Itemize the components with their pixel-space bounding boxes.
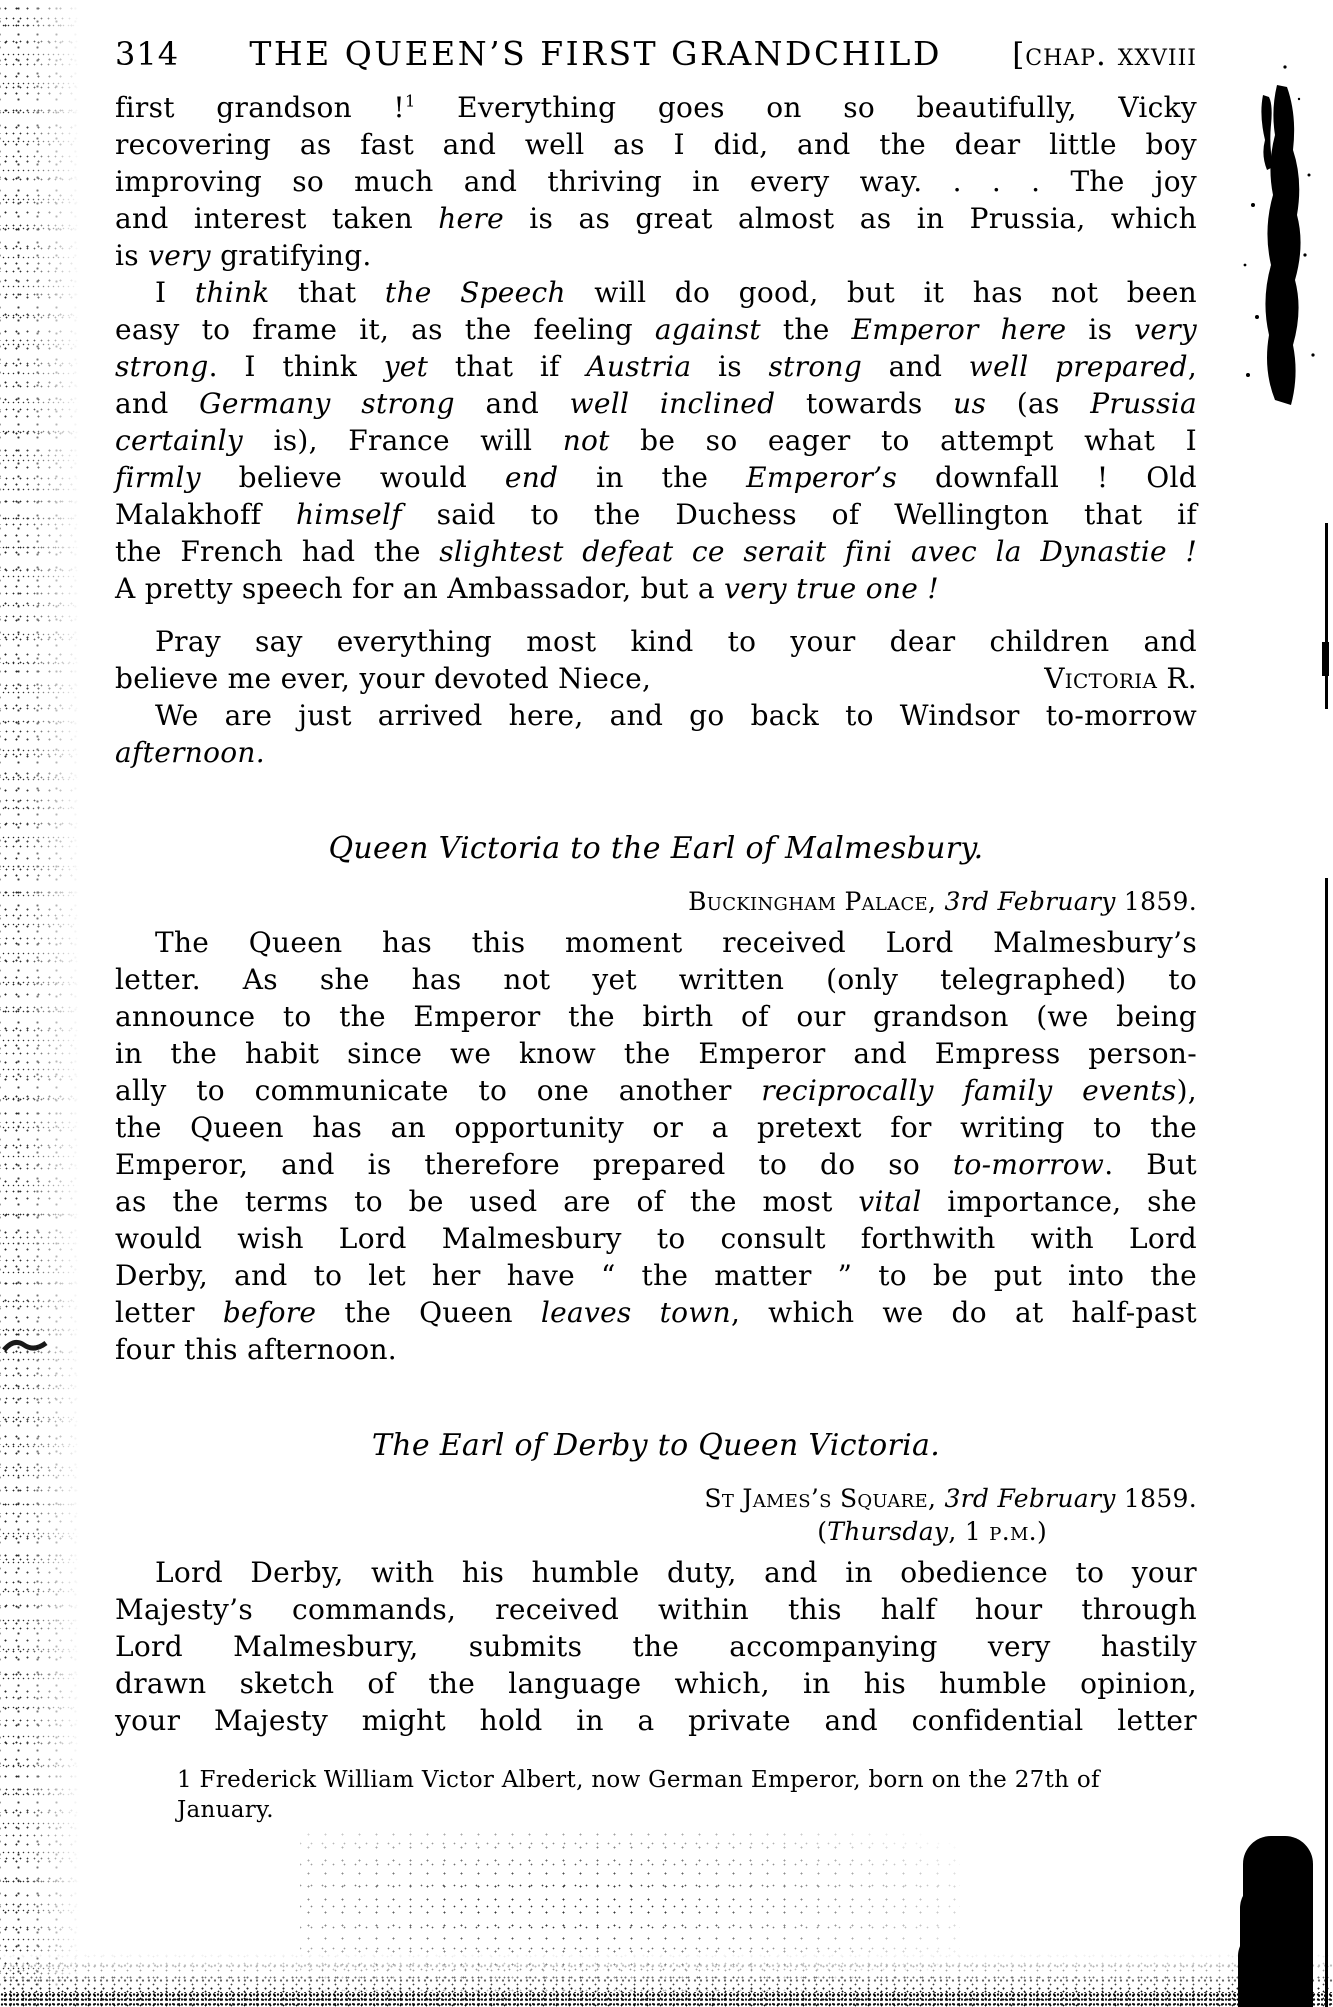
para [115, 697, 1197, 771]
para [115, 274, 1197, 607]
text-line: four this afternoon. [115, 1333, 397, 1366]
page-text [115, 34, 1197, 1825]
page-edge-line-thick [1322, 642, 1329, 676]
text-line: letter. As she has not yet written (only telegraphed) to [115, 963, 1197, 996]
text-line: would wish Lord Malmesbury to consult forthwith with Lord [115, 1222, 1197, 1255]
dateline [115, 885, 1197, 918]
footnote: 1 Frederick William Victor Albert, now German Emperor, born on the 27th of January. [177, 1767, 1100, 1823]
text-line: Emperor, and is therefore prepared to do so to-morrow. But [115, 1148, 1197, 1181]
text-line: Malakhoff himself said to the Duchess of Wellington that if [115, 498, 1198, 531]
text-line: and Germany strong and well inclined towards us (as Prussia [115, 387, 1198, 420]
running-header [115, 34, 1197, 73]
page-edge-line-lower [1325, 878, 1328, 2007]
text-line: in the habit since we know the Emperor and Empress person- [115, 1037, 1197, 1070]
text-segment: Victoria R. [1044, 662, 1197, 695]
scan-speckle-left [0, 0, 86, 1995]
text-line: firmly believe would end in the Emperor’s downfall ! Old [115, 461, 1197, 494]
ink-smudge-top-right [1233, 55, 1333, 425]
text-line: A pretty speech for an Ambassador, but a very true one ! [115, 572, 939, 605]
text-line: improving so much and thriving in every way. . . . The joy [115, 165, 1197, 198]
text-line: afternoon. [115, 736, 265, 769]
running-title: THE QUEEN’S FIRST GRANDCHILD [249, 34, 942, 73]
dateline-line: Buckingham Palace, 3rd February 1859. [688, 887, 1197, 916]
page-edge-line-upper [1325, 523, 1328, 709]
chapter-label: [chap. xxviii [1012, 37, 1197, 73]
text-line: The Queen has this moment received Lord Malmesbury’s [155, 926, 1197, 959]
text-line: ally to communicate to one another reciprocally family events), [115, 1074, 1197, 1107]
text-line: Lord Malmesbury, submits the accompanying very hastily [115, 1630, 1197, 1663]
dateline-line: St James’s Square, 3rd February 1859. [704, 1484, 1197, 1513]
text-segment: believe me ever, your devoted Niece, [115, 662, 652, 695]
text-line: and interest taken here is as great almost as in Prussia, which [115, 202, 1197, 235]
text-line: easy to frame it, as the feeling against the Emperor here is very [115, 313, 1198, 346]
page-number: 314 [115, 35, 180, 73]
text-line: the French had the slightest defeat ce serait fini avec la Dynastie ! [115, 535, 1197, 568]
text-line: I think that the Speech will do good, but it has not been [155, 276, 1198, 309]
text-line: first grandson !$^1$ Everything goes on so beautifully, Vicky [115, 91, 1198, 124]
para [115, 623, 1197, 697]
scan-speckle-bottom-edge [0, 1992, 1333, 2007]
text-line: recovering as fast and well as I did, and the dear little boy [115, 128, 1197, 161]
text-line: Lord Derby, with his humble duty, and in obedience to your [155, 1556, 1197, 1589]
scan-speckle-bottom [0, 1950, 1333, 2007]
text-line: Pray say everything most kind to your dear children and [155, 625, 1197, 658]
heading: Queen Victoria to the Earl of Malmesbury. [328, 831, 984, 866]
para [115, 1554, 1197, 1739]
text-line: the Queen has an opportunity or a pretext for writing to the [115, 1111, 1197, 1144]
margin-pen-mark [2, 1332, 48, 1360]
ink-blot-bottom-right [1243, 1836, 1313, 2007]
text-line: announce to the Emperor the birth of our grandson (we being [115, 1000, 1197, 1033]
para [115, 924, 1197, 1368]
text-line: is very gratifying. [115, 239, 372, 272]
text-line: certainly is), France will not be so eager to attempt what I [115, 424, 1198, 457]
heading: The Earl of Derby to Queen Victoria. [371, 1428, 941, 1463]
text-line: letter before the Queen leaves town, which we do at half-past [115, 1296, 1197, 1329]
dateline-line: (Thursday, 1 p.m.) [817, 1517, 1047, 1546]
text-line: strong. I think yet that if Austria is strong and well prepared, [115, 350, 1198, 383]
text-line: as the terms to be used are of the most vital importance, she [115, 1185, 1197, 1218]
scan-speckle-cluster [300, 1828, 960, 2000]
text-line: Majesty’s commands, received within this half hour through [115, 1593, 1197, 1626]
dateline [115, 1482, 1197, 1548]
text-line [115, 660, 1197, 697]
para [115, 89, 1197, 274]
text-line: We are just arrived here, and go back to Windsor to-morrow [155, 699, 1197, 732]
text-line: drawn sketch of the language which, in his humble opinion, [115, 1667, 1197, 1700]
text-line: Derby, and to let her have “ the matter ” to be put into the [115, 1259, 1197, 1292]
text-line: your Majesty might hold in a private and confidential letter [115, 1704, 1197, 1737]
